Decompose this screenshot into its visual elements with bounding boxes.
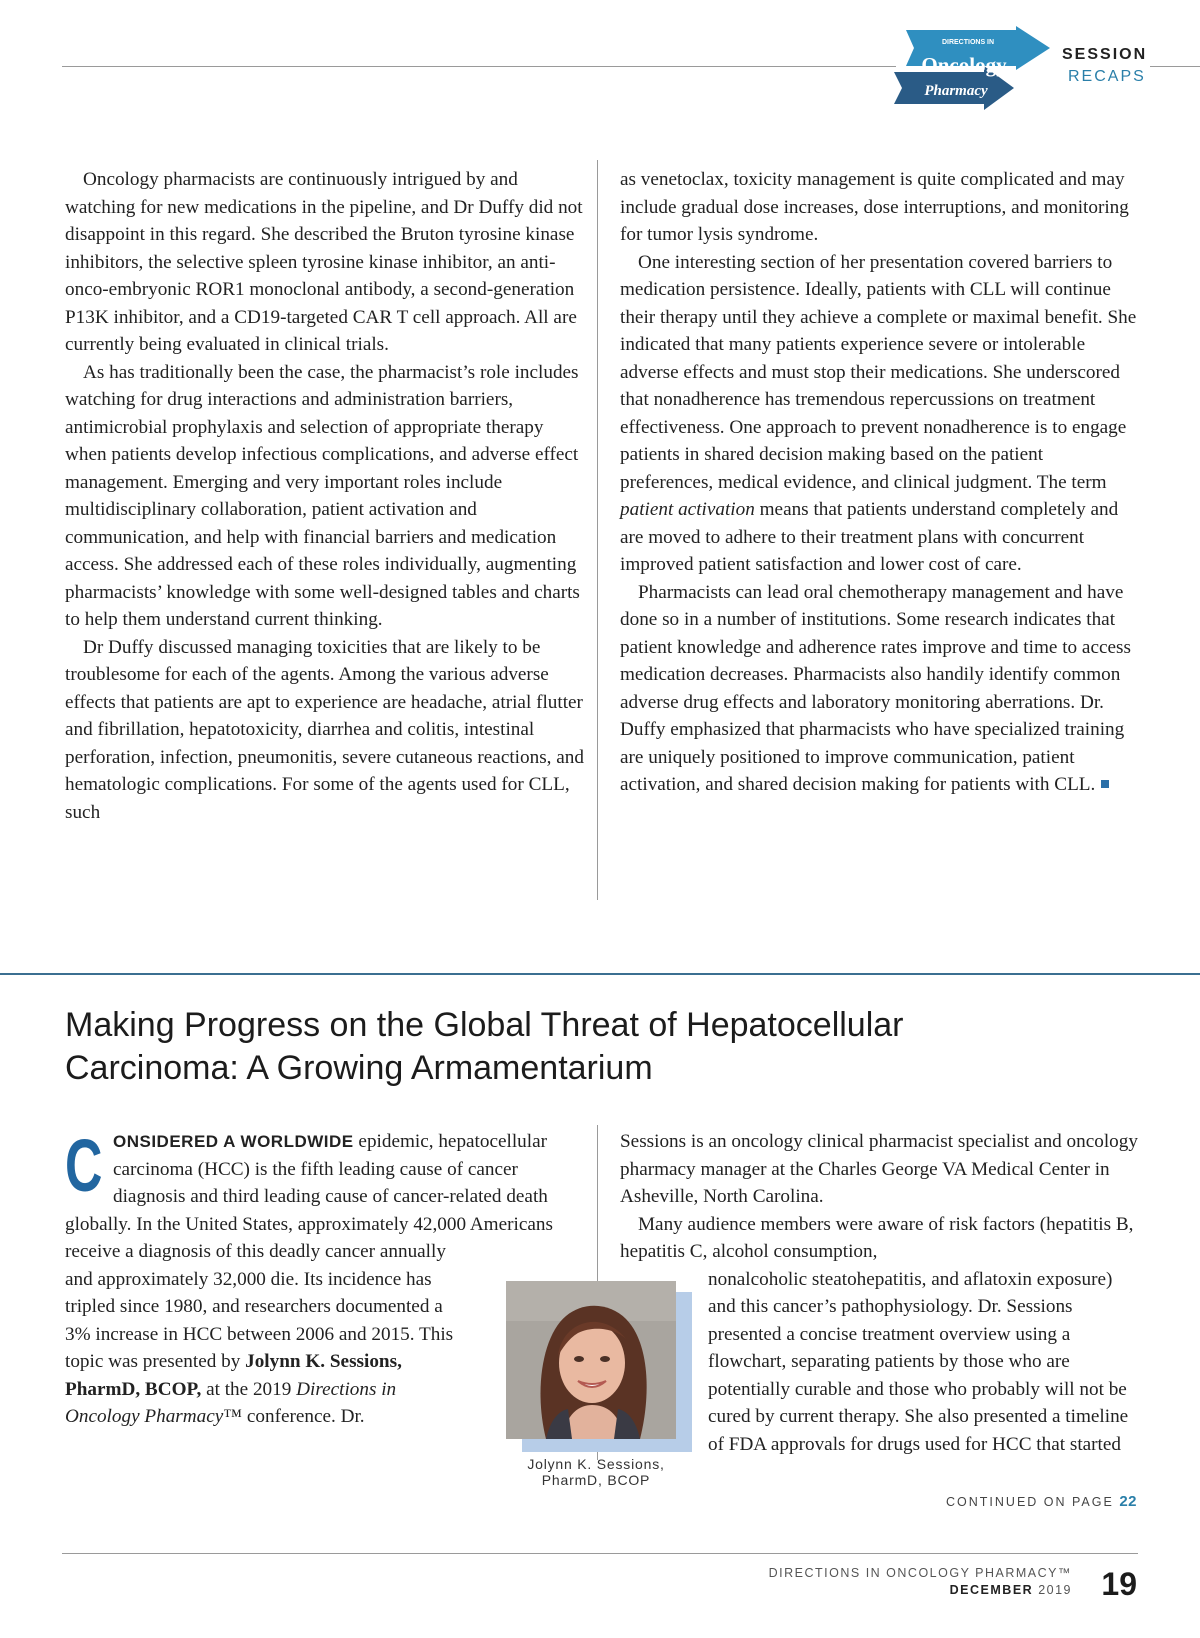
article2-paragraph: Many audience members were aware of risk factors (hepatitis B, hepatitis C, alcohol consumption, [620,1213,1134,1262]
paragraph-text: means that patients understand completely and are moved to adhere to their treatment plans with concurrent improved patient satisfaction and lower cost of care. [620,499,1119,575]
continued-page-number: 22 [1119,1493,1137,1510]
footer-month: DECEMBER [949,1583,1034,1597]
photo-caption [498,1456,694,1488]
column-divider [597,160,598,900]
paragraph-text: conference. Dr. [242,1406,365,1427]
directions-in-oncology-pharmacy-logo [892,26,1052,116]
article1-paragraph: as venetoclax, toxicity management is quite complicated and may include gradual dose increases, dose interruptions, and monitoring for tumor lysis syndrome. [620,169,1129,245]
presenter-name: Jolynn K. Sessions, PharmD, BCOP, [65,1351,402,1400]
footer-rule [62,1553,1138,1554]
lead-caps: ONSIDERED A WORLDWIDE [113,1132,354,1151]
paragraph-text: One interesting section of her presentation covered barriers to medication persistence. Ideally, patients with CLL will continue their therapy until they achieve a complete or maximal benefit. She indicated that many patients experience severe or intolerable adverse effects and must stop their medications. She underscored that nonadherence has tremendous repercussions on treatment effectiveness. One approach to prevent nonadherence is to engage patients in shared decision making based on the patient preferences, medical evidence, and clinical judgment. The term [620,251,1137,493]
header-rule-right [1150,66,1200,67]
presenter-photo [506,1281,676,1439]
continued-on-page[interactable] [946,1493,1137,1510]
article1-paragraph [620,249,1140,579]
logo-top-text: DIRECTIONS IN [941,39,995,46]
footer-publication: DIRECTIONS IN ONCOLOGY PHARMACY™ [768,1566,1072,1580]
article1-column-left [65,166,585,826]
trademark: ™ [223,1406,243,1427]
article1-paragraph [620,579,1140,799]
article2-column-right [620,1128,1140,1458]
photo-caption-line: PharmD, BCOP [541,1472,651,1488]
headline-line: Carcinoma: A Growing Armamentarium [65,1049,653,1087]
footer-year: 2019 [1038,1583,1072,1597]
article1-paragraph: Oncology pharmacists are continuously intrigued by and watching for new medications in the pipeline, and Dr Duffy did not disappoint in this regard. She described the Bruton tyrosine kinase inhibitors, the selective spleen tyrosine kinase inhibitor, an anti-onco-embryonic ROR1 monoclonal antibody, a second-generation P13K inhibitor, and a CD19-targeted CAR T cell approach. All are currently being evaluated in clinical trials. [65,169,583,355]
header-rule [62,66,896,67]
drop-cap: C [65,1124,103,1207]
paragraph-text: Pharmacists can lead oral chemotherapy management and have done so in a number of institutions. Some research indicates that patient knowledge and adherence rates improve and time to access medication decreases. Pharmacists also handily identify common adverse drug effects and laboratory monitoring aberrations. Dr. Duffy emphasized that pharmacists who have specialized training are uniquely positioned to improve communication, patient activation, and shared decision making for patients with CLL. [620,581,1131,795]
italic-term: patient activation [620,499,755,520]
paragraph-text: receive a diagnosis of this deadly cancer annually and approximately 32,000 die. Its incidence has tripled since 1980, and researchers documented a 3% increase in HCC between 2006 and 2015. This topic was presented by [65,1241,454,1372]
section-label: SESSION [1062,46,1148,63]
article1-column-right [620,166,1140,799]
conference-name: Directions in Oncology Pharmacy [65,1378,397,1427]
page-number: 19 [1101,1566,1137,1602]
photo-caption-line: Jolynn K. Sessions, [527,1456,665,1472]
section-sublabel: RECAPS [1068,68,1146,85]
article1-paragraph: As has traditionally been the case, the pharmacist’s role includes watching for drug interactions and administration barriers, antimicrobial prophylaxis and selection of appropriate therapy when patients develop infectious complications, and adverse effect management. Emerging and very important roles include multidisciplinary collaboration, patient activation and communication, and help with financial barriers and medication access. She addressed each of these roles individually, augmenting pharmacists’ knowledge with some well-designed tables and charts to help them understand current thinking. [65,361,580,630]
logo-sub-text: Pharmacy [924,83,988,99]
article1-paragraph: Dr Duffy discussed managing toxicities that are likely to be troublesome for each of the agents. Among the various adverse effects that patients are apt to experience are headache, atrial flutter and fibrillation, hepatotoxicity, diarrhea and colitis, intestinal perforation, infection, pneumonitis, severe cutaneous reactions, and hematologic complications. For some of the agents used for CLL, such [65,636,584,823]
article2-paragraph: Sessions is an oncology clinical pharmacist specialist and oncology pharmacy manager at the Charles George VA Medical Center in Asheville, North Carolina. [620,1131,1138,1207]
article2-paragraph: nonalcoholic steatohepatitis, and aflatoxin exposure) and this cancer’s pathophysiology. Dr. Sessions presented a concise treatment overview using a flowchart, separating patients by those who are potentially curable and those who probably will not be cured by current therapy. She also presented a timeline of FDA approvals for drugs used for HCC that started [708,1268,1129,1455]
article2-headline [65,1004,1065,1090]
paragraph-text: at the 2019 [201,1378,297,1400]
paragraph-text: epidemic, hepatocellular carcinoma (HCC) is the fifth leading cause of cancer diagnosis and third leading cause of cancer-related death globally. In the United States, approximately 42,000 Americans [65,1131,553,1235]
continued-label: CONTINUED ON PAGE [946,1495,1114,1509]
footer-issue-date [950,1583,1072,1597]
article2-paragraph [65,1238,460,1431]
article2-lead-paragraph [65,1124,585,1238]
section-divider [0,973,1200,975]
end-of-article-mark [1101,780,1109,788]
headline-line: Making Progress on the Global Threat of Hepatocellular [65,1006,904,1044]
logo-main-text: Oncology [921,53,1007,77]
